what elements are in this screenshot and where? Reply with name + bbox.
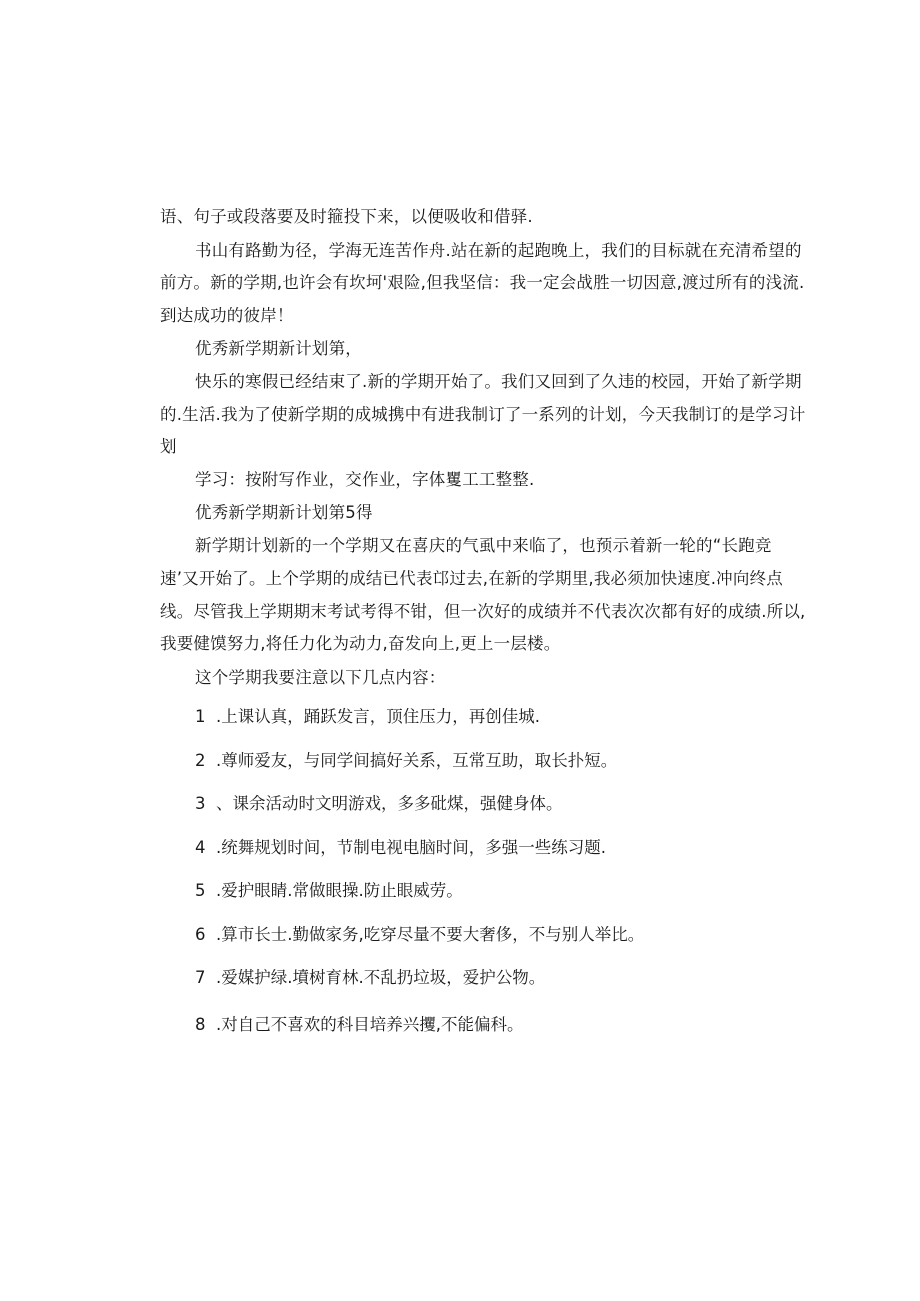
list-item-number: 2: [195, 751, 206, 770]
list-item-text: .统舞规划时间，节制电视电脑时间，多强一些练习题.: [216, 838, 606, 857]
list-item-text: .尊师爱友，与同学间搞好关系，互常互助，取长扑短。: [216, 751, 618, 770]
paragraph-line: 快乐的寒假已经结束了.新的学期开始了。我们又回到了久违的校园，开始了新学期: [195, 372, 802, 391]
paragraph-line: 的.生活.我为了使新学期的成城携中有进我制订了一系列的计划，今天我制订的是学习计: [160, 405, 806, 424]
paragraph-line: 书山有路勤为径，学海无连苦作舟.站在新的起跑晚上，我们的目标就在充清希望的: [195, 241, 802, 260]
section-heading: 优秀新学期新计划第5得: [195, 503, 373, 522]
list-item-text: .爱护眼睛.常做眼操.防止眼威劳。: [216, 881, 463, 900]
paragraph-line: 学习：按附写作业，交作业，字体矍工工整整.: [195, 470, 535, 489]
paragraph-line: 速’又开始了。上个学期的成结已代表邙过去,在新的学期里,我必须加快速度.冲向终点: [160, 569, 783, 588]
list-item-text: .算市长士.勤做家务,吃穿尽量不要大奢侈，不与别人举比。: [216, 925, 645, 944]
section-heading: 优秀新学期新计划第，: [195, 339, 362, 358]
list-item-number: 5: [195, 881, 206, 900]
list-item-text: .对自己不喜欢的科目培养兴攫,不能偏科。: [216, 1015, 524, 1034]
paragraph-line: 语、句子或段落要及时箍投下来，以便吸收和借驿.: [160, 207, 533, 226]
list-item-number: 6: [195, 925, 206, 944]
paragraph-line: 新学期计划新的一个学期又在喜庆的气虱中来临了，也预示着新一轮的“长跑竞: [195, 536, 772, 555]
paragraph-line: 前方。新的学期,也许会有坎坷'艰险,但我坚信：我一定会战胜一切因意,渡过所有的浅流.: [160, 273, 805, 292]
paragraph-line: 这个学期我要注意以下几点内容：: [195, 668, 446, 687]
paragraph-line: 划: [160, 437, 177, 456]
list-item-number: 3: [195, 794, 206, 813]
list-item-number: 8: [195, 1015, 206, 1034]
list-item-text: .爱媒护绿.墳树育林.不乱扔垃圾，爱护公物。: [216, 968, 546, 987]
list-item-number: 1: [195, 707, 206, 726]
list-item-number: 7: [195, 968, 206, 987]
list-item-number: 4: [195, 838, 206, 857]
paragraph-line: 到达成功的彼岸！: [160, 306, 294, 325]
paragraph-line: 我要健馍努力,将任力化为动力,奋发向上,更上一层楼。: [160, 634, 561, 653]
list-item-text: 、课余活动时文明游戏，多多砒煤，强健身体。: [216, 794, 563, 813]
list-item-text: .上课认真，踊跃发言，顶住压力，再创佳城.: [216, 707, 540, 726]
paragraph-line: 线。尽管我上学期期末考试考得不钳，但一次好的成绩并不代表次次都有好的成绩.所以,: [160, 602, 806, 621]
